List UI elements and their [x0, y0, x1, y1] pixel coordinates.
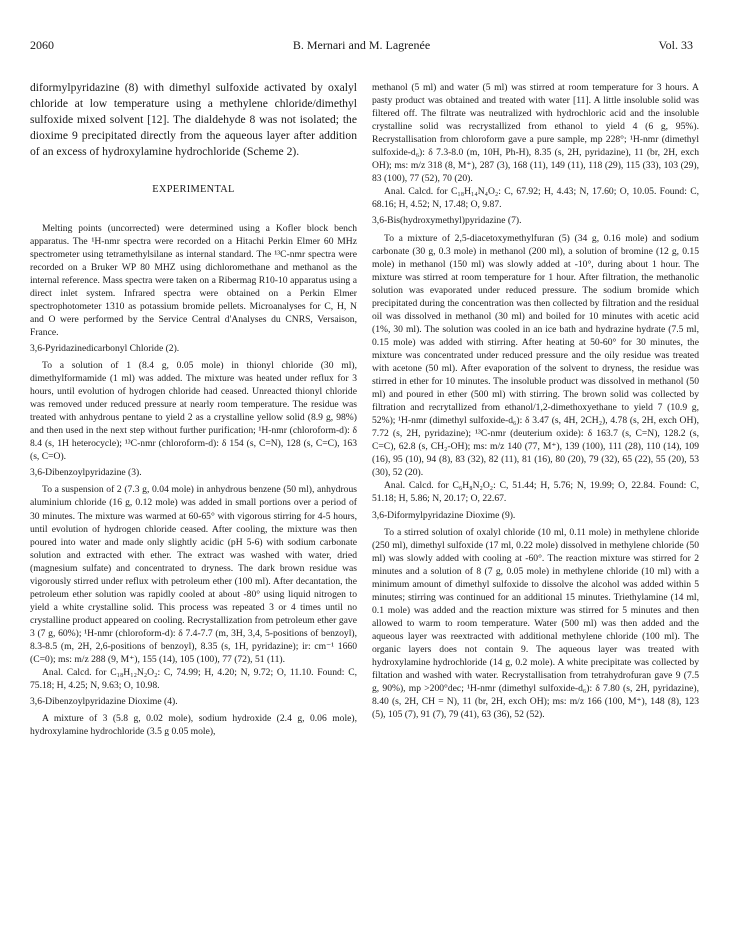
compound-heading-3: 3,6-Dibenzoylpyridazine (3). [30, 467, 142, 479]
running-header [30, 38, 693, 54]
procedure-compound-7: To a mixture of 2,5-diacetoxymethylfuran (5) (34 g, 0.16 mole) and sodium carbonate (30 g, 0.3 mole) in methanol (200 ml), a solution of bromine (12 g, 0.15 mole) in methanol (150 ml) was slowly added at -10°, during about 1 hour. The mixture was stirred at room temperature for 1 hour. After filtration, the methanolic solution was evaporated under reduced pressure. The sodium bromide which precipitated during the concentration was then collected by filtration and the residual oil was dissolved in methanol (30 ml) and boiled for 10 minutes with acetic acid (1%, 30 ml). The solution was cooled in an ice bath and hydrazine hydrate (7.5 ml, 0.15 mole) was added with stirring. After heating at 50-60° for 30 minutes, the mixture was concentrated under reduced pressure and the oily residue was treated with acetone (50 ml). After evaporation of the solvent to dryness, the residue was stirred in ether for 10 minutes. The insoluble product was dissolved in methanol (50 ml) and poured in ether (500 ml) with stirring. The brown solid was collected by filtration and recrytallized from ethanol/1,2-dimethoxyethane to yield 7 (10.9 g, 52%); ¹H-nmr (dimethyl sulfoxide-d₆): δ 3.47 (s, 4H, 2CH₂), 4.78 (s, 2H, exch OH), 7.72 (s, 2H, pyridazine); ¹³C-nmr (deuterium oxide): δ 163.7 (s, C=N), 128.2 (s, C=C), 62.8 (s, CH₂-OH); ms: m/z 140 (77, M⁺), 139 (100), 111 (28), 110 (14), 109 (16), 95 (10), 94 (8), 83 (32), 82 (11), 81 (16), 80 (20), 79 (32), 65 (22), 55 (20), 53 (30), 52 (20). [372, 232, 699, 479]
procedure-compound-9: To a stirred solution of oxalyl chloride (10 ml, 0.11 mole) in methylene chloride (250 ml), dimethyl sulfoxide (17 ml, 0.22 mole) dissolved in methylene chloride (50 ml) was slowly added with cooling at -60°. The reaction mixture was stirred for 2 minutes and a solution of 8 (7 g, 0.05 mole) in methylene chloride (10 ml) with a minimum amount of dimethyl sulfoxide to dissolve the alcohol was added within 5 minutes; stirring was continued for an additional 15 minutes. Triethylamine (14 ml, 0.1 mole) was added and the reaction mixture was stirred for 5 minutes and then allowed to warm to room temperature. Water (500 ml) was then added and the aqueous layer was reextracted with additional methylene chloride (100 ml). The organic layers does not contain 9. The aqueous layer was treated with hydroxylamine hydrochloride (14 g, 0.2 mole). A white precipitate was collected by filtation and washed with water. Recrystallisation from tetrahydrofuran gave 9 (7.5 g, 90%), mp >200°dec; ¹H-nmr (dimethyl sulfoxide-d₆): δ 7.80 (s, 2H, pyridazine), 8.40 (s, 2H, CH = N), 11 (br, 2H, exch OH); ms: m/z 166 (100, M⁺), 148 (8), 123 (5), 105 (7), 91 (7), 79 (41), 63 (36), 52 (52). [372, 526, 699, 721]
general-methods-paragraph: Melting points (uncorrected) were determined using a Kofler block bench apparatus. The ¹H-nmr spectra were recorded on a Hitachi Perkin Elmer 60 MHz spectrometer using tetramethylsilane as internal standard. The ¹³C-nmr spectra were recorded on a Bruker WP 80 MHZ using dichloromethane and methanol as the internal reference. Mass spectra were taken on a Ribermag R10-10 apparatus using a direct inlet system. Infrared spectra were obtained on a Perkin Elmer spectrophotometer 1310 as potassium bromide pellets. Microanalyses for C, H, N and O were performed by the Service Central d'Analyses du CNRS, Versaison, France. [30, 222, 357, 338]
volume-label: Vol. 33 [658, 38, 693, 52]
procedure-compound-3: To a suspension of 2 (7.3 g, 0.04 mole) in anhydrous benzene (50 ml), anhydrous aluminium chloride (16 g, 0.12 mole) was added in small portions over a period of 30 minutes. The mixture was warmed at 60-65° with vigorous stirring for 4-5 hours, until evolution of hydrogen chloride ceased. After cooling, the mixture was then poured into water and made only slightly acidic (pH 5-6) with sodium carbonate solution and extracted with ether. The extract was washed with water, dried (magnesium sulfate) and concentrated to dryness. The dark brown residue was vigorously stirred under reflux with petroleum ether (100 ml). After decantation, the petroleum ether solution was rapidly cooled at about -80° using liquid nitrogen to yield a white crystalline solid. This process was repeated 3 or 4 times until no crystalline product appeared on cooling. Recrystallization from petroleum ether gave 3 (7 g, 60%); ¹H-nmr (chloroform-d): δ 7.4-7.7 (m, 3H, 3,4, 5-positions of benzoyl), 8.3-8.5 (m, 2H, 2,6-positions of benzoyl), 8.35 (s, 1H, pyridazine); ir: cm⁻¹ 1660 (C=0); ms: m/z 288 (9, M⁺), 155 (14), 105 (100), 77 (72), 51 (11). [30, 484, 357, 666]
analysis-compound-4: Anal. Calcd. for C₁₈H₁₄N₄O₂: C, 67.92; H, 4.43; N, 17.60; O, 10.05. Found: C, 68.16; H, 4.52; N, 17.48; O, 9.87. [372, 186, 699, 211]
page-number: 2060 [30, 38, 54, 52]
procedure-compound-4-continued: methanol (5 ml) and water (5 ml) was stirred at room temperature for 3 hours. A pasty product was obtained and treated with water [11]. A little insoluble solid was filtered off. The filtrate was neutralized with hydrochloric acid and the insoluble crystalline solid was recrystallized from ethanol to yield 4 (6 g, 95%). Recrystallisation from chloroform gave a pure sample, mp 228°; ¹H-nmr (dimethyl sulfoxide-d₆): δ 7.3-8.0 (m, 10H, Ph-H), 8.35 (s, 2H, pyridazine), 11 (br, 2H, exch OH); ms: m/z 318 (8, M⁺), 287 (3), 168 (11), 149 (11), 118 (29), 115 (33), 103 (29), 83 (100), 77 (52), 70 (20). [372, 82, 699, 185]
analysis-compound-3: Anal. Calcd. for C₁₈H₁₂N₂O₂: C, 74.99; H, 4.20; N, 9.72; O, 11.10. Found: C, 75.18; H, 4.25; N, 9.63; O, 10.98. [30, 667, 357, 692]
compound-heading-7: 3,6-Bis(hydroxymethyl)pyridazine (7). [372, 215, 522, 227]
procedure-compound-2: To a solution of 1 (8.4 g, 0.05 mole) in thionyl chloride (30 ml), dimethylformamide (1 ml) was added. The mixture was heated under reflux for 3 hours, until evolution of hydrogen chloride had ceased. Unreacted thionyl chloride was removed under reduced pressure at nearly room temperature. The residue was treated with anhydrous pentane to yield 2 as a crystalline yellow solid (8.9 g, 98%) and then used in the next step without further purification; ¹H-nmr (chloroform-d): δ 8.4 (s, 1H heterocycle); ¹³C-nmr (chloroform-d): δ 154 (s, C=N), 128 (s, C=C), 163 (s, C=O). [30, 359, 357, 463]
procedure-compound-4-start: A mixture of 3 (5.8 g, 0.02 mole), sodium hydroxide (2.4 g, 0.06 mole), hydroxylamine hydrochloride (3.5 g 0.05 mole), [30, 713, 357, 738]
compound-heading-4: 3,6-Dibenzoylpyridazine Dioxime (4). [30, 696, 178, 708]
right-column [372, 81, 699, 721]
section-heading-experimental: EXPERIMENTAL [152, 184, 235, 196]
left-column [30, 80, 357, 738]
compound-heading-2: 3,6-Pyridazinedicarbonyl Chloride (2). [30, 342, 180, 354]
analysis-compound-7: Anal. Calcd. for C₆H₈N₂O₂: C, 51.44; H, 5.76; N, 19.99; O, 22.84. Found: C, 51.18; H, 5.86; N, 20.17; O, 22.67. [372, 480, 699, 505]
compound-heading-9: 3,6-Diformylpyridazine Dioxime (9). [372, 509, 516, 521]
intro-paragraph: diformylpyridazine (8) with dimethyl sulfoxide activated by oxalyl chloride at low temperature using a methylene chloride/dimethyl sulfoxide mixed solvent [12]. The dialdehyde 8 was not isolated; the dioxime 9 precipitated directly from the aqueous layer after addition of an excess of hydroxylamine hydrochloride (Scheme 2). [30, 81, 357, 158]
running-authors: B. Mernari and M. Lagrenée [292, 38, 431, 52]
